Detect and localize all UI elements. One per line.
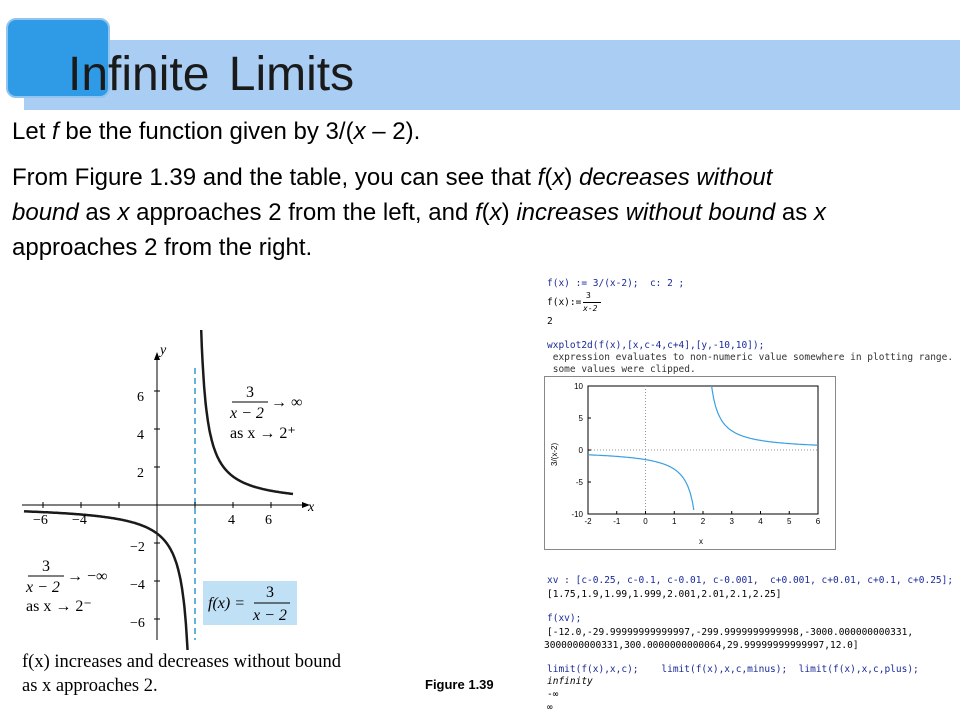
text-span: x (813, 199, 826, 226)
text-span: x (117, 199, 130, 226)
x-axis-label: x (308, 500, 315, 515)
x-tick-label: 6 (265, 513, 272, 528)
y-tick-label: −6 (130, 616, 145, 631)
maxima-input-4: f(xv); (547, 613, 582, 624)
annot-right-cond: as x → 2⁺ (230, 425, 296, 442)
text-span: approaches 2 from the right. (12, 234, 313, 261)
text-span: From Figure 1.39 and the table, you can see that (12, 164, 538, 191)
y-tick-label: 6 (137, 390, 144, 405)
annot-left-cond: as x → 2⁻ (26, 598, 92, 615)
plot-x-tick-label: 4 (758, 517, 763, 526)
annot-right-arrow: → ∞ (271, 394, 303, 411)
plot-y-tick-label: -5 (575, 478, 583, 487)
text-span: x (489, 199, 502, 226)
maxima-input-5: limit(f(x),x,c); limit(f(x),x,c,minus); limit(f(x),x,c,plus); (547, 664, 919, 675)
maxima-output-4b: 3000000000331,300.0000000000064,29.99999999999997,12.0] (544, 640, 859, 651)
explanation-paragraph (12, 160, 832, 265)
text-span: x (552, 164, 565, 191)
maxima-output-5a: infinity (547, 676, 593, 687)
caption-line: as x approaches 2. (22, 676, 158, 696)
plot-y-tick-label: -10 (571, 510, 583, 519)
x-tick-label: −4 (72, 513, 87, 528)
text-span: ( (544, 164, 553, 191)
y-tick-label: 4 (137, 428, 144, 443)
annot-right-den: x − 2 (230, 405, 264, 422)
text-span: f(x):= (547, 297, 582, 308)
box-lhs: f(x) = (208, 595, 245, 612)
text-span: be the function given by 3/( (58, 118, 354, 145)
plot-x-tick-label: -2 (584, 517, 592, 526)
figure-label: Figure 1.39 (425, 677, 494, 692)
text-span: as (78, 199, 118, 226)
plot-x-tick-label: 2 (700, 517, 706, 526)
plot-x-tick-label: 6 (815, 517, 821, 526)
text-span: x (353, 118, 366, 145)
maxima-output-1-num: 3 (586, 291, 591, 300)
text-span: ) (564, 164, 579, 191)
maxima-plot (544, 376, 836, 550)
plot-x-tick-label: 5 (787, 517, 792, 526)
text-span: f (537, 164, 545, 191)
plot-y-tick-label: 5 (578, 414, 583, 423)
text-span: f (474, 199, 482, 226)
plot-y-tick-label: 0 (578, 446, 583, 455)
maxima-output-5c: ∞ (547, 702, 553, 713)
plot-x-tick-label: 3 (729, 517, 734, 526)
maxima-output-5b: -∞ (547, 689, 559, 700)
text-span: as (775, 199, 814, 226)
text-span: – 2). (365, 118, 421, 145)
box-den: x − 2 (253, 607, 287, 624)
y-axis-label: y (160, 343, 167, 358)
x-tick-label: 4 (228, 513, 235, 528)
plot-xlabel: x (699, 537, 703, 546)
annot-left-den: x − 2 (26, 579, 60, 596)
x-tick-label: −6 (33, 513, 48, 528)
caption-line: f(x) increases and decreases without bound (22, 652, 342, 672)
text-span: ( (481, 199, 490, 226)
textbook-graph (0, 330, 340, 650)
annot-left-num: 3 (42, 558, 50, 575)
text-span: ) (501, 199, 517, 226)
plot-x-tick-label: -1 (613, 517, 621, 526)
page-title: Infinite Limits (68, 48, 355, 101)
y-tick-label: −4 (130, 578, 145, 593)
text-span: approaches 2 from the left, and (129, 199, 475, 226)
text-span: increases without bound (516, 199, 776, 226)
maxima-output-3: [1.75,1.9,1.99,1.999,2.001,2.01,2.1,2.25] (547, 589, 782, 600)
maxima-output-1 (547, 297, 581, 309)
y-tick-label: 2 (137, 466, 144, 481)
maxima-output-4a: [-12.0,-29.99999999999997,-299.9999999999998,-3000.000000000331, (547, 627, 914, 638)
plot-ylabel: 3/(x-2) (550, 442, 559, 466)
maxima-input-3: xv : [c-0.25, c-0.1, c-0.01, c-0.001, c+0.001, c+0.01, c+0.1, c+0.25]; (547, 575, 954, 586)
text-span: Let (12, 118, 53, 145)
y-tick-label: −2 (130, 540, 145, 555)
box-num: 3 (266, 584, 274, 601)
plot-x-tick-label: 1 (672, 517, 677, 526)
maxima-output-1-den: x-2 (583, 304, 598, 313)
text-span: f (52, 118, 59, 145)
annot-right-num: 3 (246, 384, 254, 401)
figure-caption (22, 650, 362, 698)
maxima-warning: expression evaluates to non-numeric value somewhere in plotting range. (547, 352, 954, 363)
text-span: decreases without bound (12, 164, 773, 226)
maxima-output-2: 2 (547, 316, 553, 327)
maxima-warning: some values were clipped. (547, 364, 696, 375)
plot-x-tick-label: 0 (643, 517, 648, 526)
intro-line (12, 114, 420, 149)
plot-y-tick-label: 10 (574, 382, 583, 391)
maxima-input-1: f(x) := 3/(x-2); c: 2 ; (547, 278, 685, 289)
annot-left-arrow: → −∞ (67, 568, 108, 585)
maxima-input-2: wxplot2d(f(x),[x,c-4,c+4],[y,-10,10]); (547, 340, 765, 351)
